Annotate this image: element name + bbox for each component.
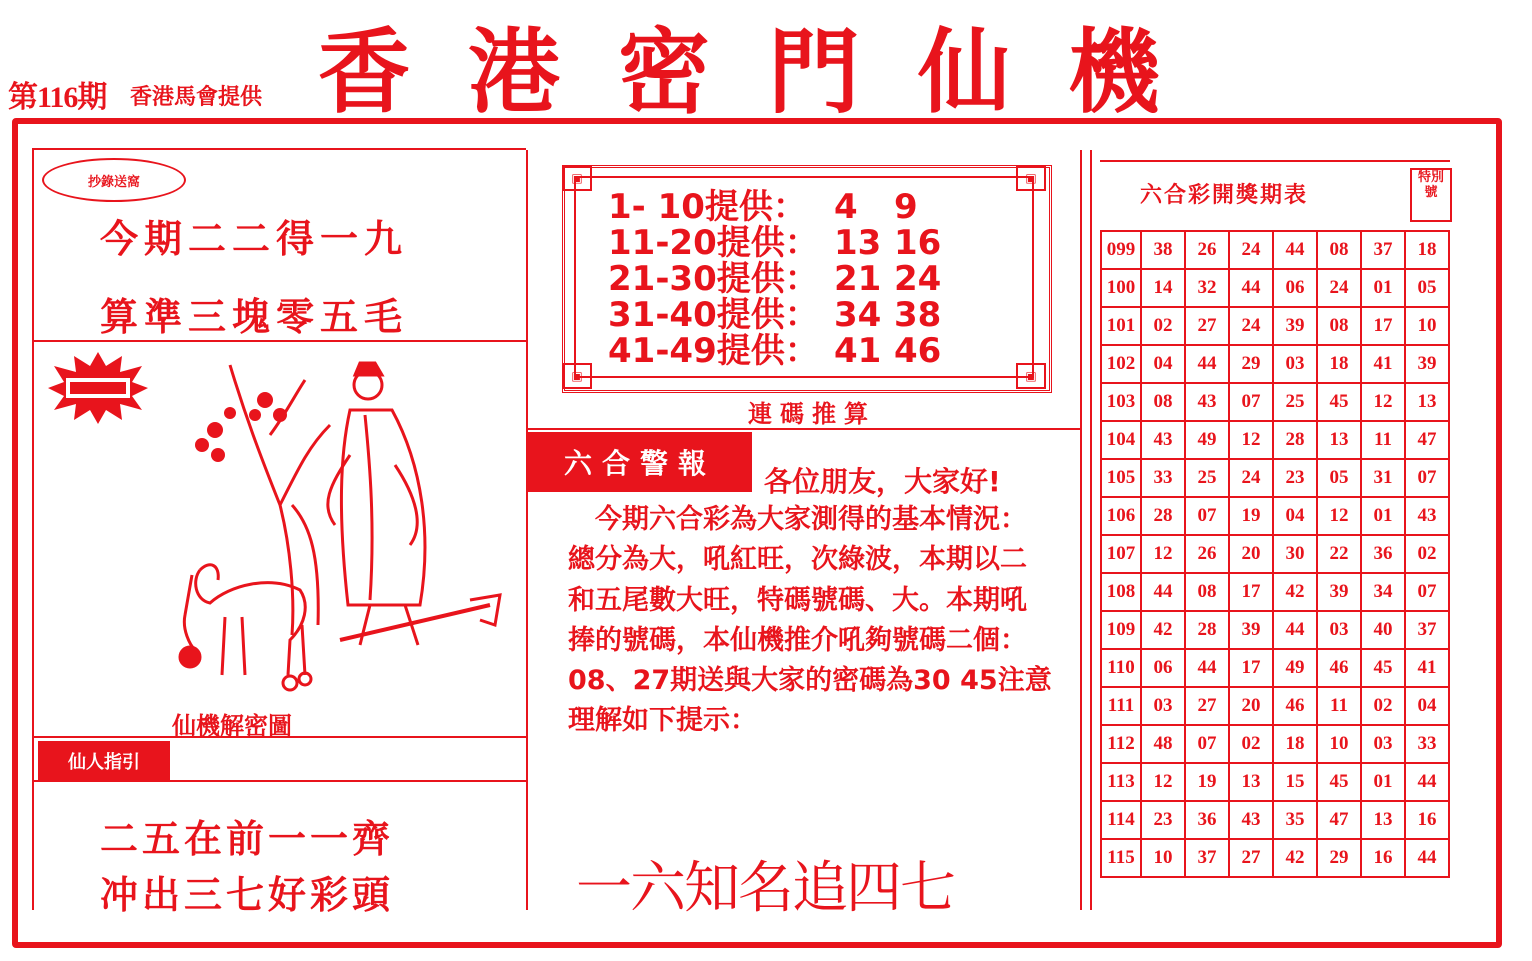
number-cell: 36 [1185,801,1229,839]
number-cell: 12 [1229,421,1273,459]
number-cell: 14 [1141,269,1185,307]
number-cell: 03 [1361,725,1405,763]
number-cell: 03 [1141,687,1185,725]
number-cell: 10 [1405,307,1449,345]
number-cell: 02 [1141,307,1185,345]
table-row [1101,497,1449,535]
number-cell: 08 [1185,573,1229,611]
sage-illustration [170,355,510,695]
number-value: 13 [834,223,882,263]
forecast-paragraph: 今期六合彩為大家測得的基本情況：總分為大，吼紅旺，次綠波，本期以二和五尾數大旺，特碼號碼、大。本期吼捧的號碼，本仙機推介吼夠號碼二個：08、27期送與大家的密碼為30 45注意理解如下提示： [568,504,1052,737]
number-cell: 07 [1405,573,1449,611]
guide-line-1: 二五在前一一齊 [100,817,395,861]
number-cell: 01 [1361,763,1405,801]
number-cell: 44 [1141,573,1185,611]
issue-cell: 106 [1101,497,1141,535]
number-cell: 22 [1317,535,1361,573]
hint-line: 一六知名追四七 [576,856,954,921]
number-cell: 31 [1361,459,1405,497]
number-value: 16 [894,223,942,263]
number-cell: 24 [1229,231,1273,269]
issue-cell: 105 [1101,459,1141,497]
number-cell: 28 [1141,497,1185,535]
number-cell: 05 [1405,269,1449,307]
number-cell: 07 [1405,459,1449,497]
verse-line-1: 今期二二得一九 [100,217,409,261]
number-cell: 26 [1185,231,1229,269]
table-row [1101,307,1449,345]
number-value: 34 [834,295,882,335]
number-cell: 42 [1273,573,1317,611]
number-cell: 02 [1361,687,1405,725]
number-cell: 20 [1229,687,1273,725]
number-cell: 33 [1141,459,1185,497]
number-cell: 27 [1185,307,1229,345]
number-cell: 13 [1361,801,1405,839]
number-cell: 08 [1141,383,1185,421]
number-cell: 49 [1185,421,1229,459]
number-cell: 12 [1141,763,1185,801]
number-cell: 13 [1229,763,1273,801]
number-cell: 47 [1405,421,1449,459]
issue-cell: 104 [1101,421,1141,459]
table-row [1101,763,1449,801]
left-border [32,148,34,910]
number-cell: 24 [1317,269,1361,307]
number-cell: 07 [1185,725,1229,763]
number-cell: 07 [1185,497,1229,535]
number-row [608,223,942,263]
issue-cell: 101 [1101,307,1141,345]
number-value: 38 [894,295,942,335]
number-cell: 19 [1185,763,1229,801]
number-cell: 46 [1273,687,1317,725]
number-cell: 01 [1361,269,1405,307]
issue-cell: 109 [1101,611,1141,649]
number-cell: 27 [1229,839,1273,877]
number-cell: 16 [1405,801,1449,839]
number-cell: 34 [1361,573,1405,611]
special-number-note: 特別號 [1410,168,1452,222]
number-cell: 38 [1141,231,1185,269]
number-cell: 27 [1185,687,1229,725]
number-cell: 39 [1405,345,1449,383]
table-row [1101,459,1449,497]
number-cell: 41 [1405,649,1449,687]
number-cell: 10 [1141,839,1185,877]
issue-cell: 107 [1101,535,1141,573]
number-cell: 44 [1273,231,1317,269]
issue-cell: 099 [1101,231,1141,269]
number-cell: 37 [1405,611,1449,649]
table-row [1101,231,1449,269]
number-cell: 19 [1229,497,1273,535]
issue-cell: 108 [1101,573,1141,611]
number-value: 24 [894,259,942,299]
table-row [1101,269,1449,307]
number-cell: 28 [1273,421,1317,459]
number-cell: 13 [1317,421,1361,459]
number-value: 4 [834,187,858,227]
number-cell: 07 [1229,383,1273,421]
number-cell: 39 [1317,573,1361,611]
table-row [1101,421,1449,459]
number-cell: 29 [1229,345,1273,383]
number-cell: 12 [1317,497,1361,535]
number-cell: 44 [1405,763,1449,801]
number-cell: 02 [1405,535,1449,573]
table-row [1101,801,1449,839]
number-cell: 12 [1361,383,1405,421]
verse-line-2: 算準三塊零五毛 [100,295,409,339]
column-divider-left [526,150,528,910]
number-range: 11-20提供： [608,223,819,263]
number-cell: 06 [1141,649,1185,687]
table-row [1101,535,1449,573]
issue-number: 第116期 [8,81,107,114]
issue-cell: 113 [1101,763,1141,801]
guide-line-2: 冲出三七好彩頭 [100,873,395,917]
number-cell: 43 [1185,383,1229,421]
number-cell: 32 [1185,269,1229,307]
number-cell: 24 [1229,307,1273,345]
provider-label: 香港馬會提供 [130,85,263,110]
number-cell: 37 [1185,839,1229,877]
number-cell: 29 [1317,839,1361,877]
guide-tag: 仙人指引 [38,741,170,781]
number-row [608,331,942,371]
number-cell: 28 [1185,611,1229,649]
number-cell: 20 [1229,535,1273,573]
number-cell: 12 [1141,535,1185,573]
number-cell: 08 [1317,231,1361,269]
issue-cell: 100 [1101,269,1141,307]
number-cell: 11 [1361,421,1405,459]
table-row [1101,649,1449,687]
number-cell: 44 [1185,649,1229,687]
number-cell: 44 [1405,839,1449,877]
starburst-icon [48,352,148,424]
number-cell: 18 [1273,725,1317,763]
number-cell: 39 [1229,611,1273,649]
table-row [1101,345,1449,383]
number-cell: 47 [1317,801,1361,839]
number-cell: 44 [1273,611,1317,649]
number-row [608,259,942,299]
number-cell: 49 [1273,649,1317,687]
number-cell: 46 [1317,649,1361,687]
number-cell: 03 [1317,611,1361,649]
issue-cell: 110 [1101,649,1141,687]
issue-cell: 103 [1101,383,1141,421]
number-row [608,295,942,335]
table-row [1101,839,1449,877]
number-cell: 26 [1185,535,1229,573]
issue-cell: 102 [1101,345,1141,383]
number-cell: 43 [1141,421,1185,459]
number-cell: 13 [1405,383,1449,421]
number-cell: 45 [1361,649,1405,687]
table-row [1101,611,1449,649]
number-cell: 03 [1273,345,1317,383]
stamp-oval: 抄錄送窩 [42,158,186,202]
number-cell: 44 [1229,269,1273,307]
number-cell: 48 [1141,725,1185,763]
number-cell: 16 [1361,839,1405,877]
number-cell: 17 [1229,649,1273,687]
table-row [1101,383,1449,421]
number-cell: 04 [1141,345,1185,383]
issue-cell: 114 [1101,801,1141,839]
corner-ornament-icon: ▣ [1016,165,1046,191]
issue-cell: 112 [1101,725,1141,763]
number-value: 41 [834,331,882,371]
number-cell: 30 [1273,535,1317,573]
number-cell: 01 [1361,497,1405,535]
corner-ornament-icon: ▣ [1016,363,1046,389]
number-cell: 45 [1317,763,1361,801]
number-cell: 42 [1273,839,1317,877]
number-cell: 43 [1405,497,1449,535]
alert-tag: 六合警報 [528,432,752,492]
number-cell: 36 [1361,535,1405,573]
table-title: 六合彩開獎期表 [1140,183,1309,208]
number-cell: 17 [1229,573,1273,611]
number-cell: 45 [1317,383,1361,421]
number-cell: 25 [1185,459,1229,497]
number-cell: 18 [1317,345,1361,383]
number-cell: 44 [1185,345,1229,383]
number-range: 41-49提供： [608,331,819,371]
issue-cell: 115 [1101,839,1141,877]
number-cell: 23 [1141,801,1185,839]
corner-ornament-icon: ▣ [562,363,592,389]
number-cell: 11 [1317,687,1361,725]
number-cell: 08 [1317,307,1361,345]
number-cell: 02 [1229,725,1273,763]
number-cell: 42 [1141,611,1185,649]
page-title: 香港密門仙機 [318,19,1219,126]
number-cell: 25 [1273,383,1317,421]
table-row [1101,573,1449,611]
number-cell: 37 [1361,231,1405,269]
number-cell: 05 [1317,459,1361,497]
number-value: 9 [894,187,918,227]
number-cell: 43 [1229,801,1273,839]
number-cell: 39 [1273,307,1317,345]
column-divider-right [1080,150,1082,910]
greeting: 各位朋友，大家好! [764,465,1001,498]
number-cell: 15 [1273,763,1317,801]
number-cell: 23 [1273,459,1317,497]
left-top-border [32,148,526,150]
number-cell: 41 [1361,345,1405,383]
corner-ornament-icon: ▣ [562,165,592,191]
number-range: 21-30提供： [608,259,819,299]
number-cell: 18 [1405,231,1449,269]
number-value: 46 [894,331,942,371]
number-cell: 04 [1273,497,1317,535]
column-divider-right-inner [1090,150,1092,910]
results-table [1100,230,1450,878]
table-row [1101,725,1449,763]
number-row [608,187,918,227]
issue-cell: 111 [1101,687,1141,725]
number-cell: 10 [1317,725,1361,763]
number-cell: 40 [1361,611,1405,649]
number-cell: 06 [1273,269,1317,307]
table-row [1101,687,1449,725]
number-range: 1- 10提供： [608,187,807,227]
number-value: 21 [834,259,882,299]
table-top-border [1100,160,1450,162]
number-box-label: 連碼推算 [748,400,876,428]
number-cell: 35 [1273,801,1317,839]
illustration-caption: 仙機解密圖 [172,712,292,740]
number-cell: 24 [1229,459,1273,497]
number-range: 31-40提供： [608,295,819,335]
number-cell: 17 [1361,307,1405,345]
number-cell: 33 [1405,725,1449,763]
number-cell: 04 [1405,687,1449,725]
